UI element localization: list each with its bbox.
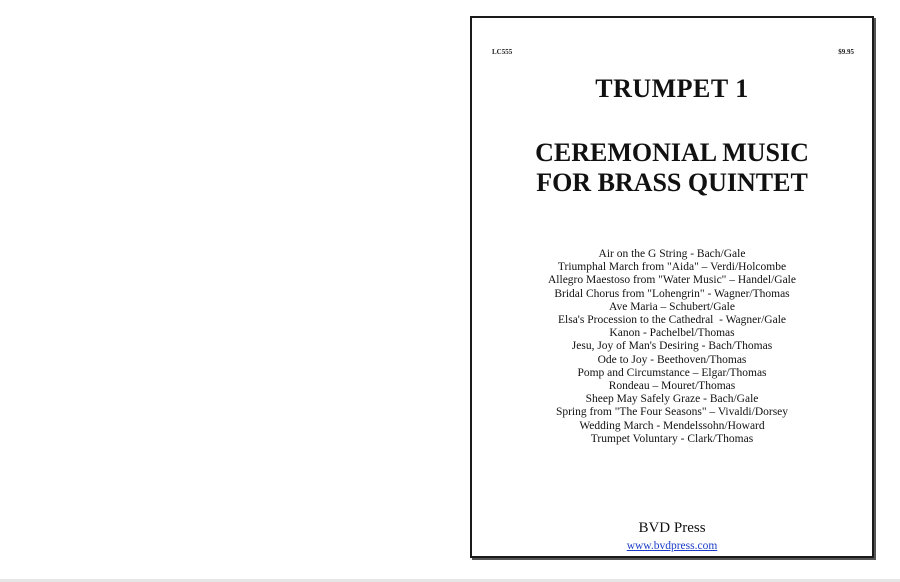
part-title: TRUMPET 1	[595, 74, 749, 103]
contents-item: Elsa's Procession to the Cathedral - Wagner/Gale	[558, 314, 786, 327]
contents-item: Wedding March - Mendelssohn/Howard	[579, 419, 765, 432]
contents-item: Allegro Maestoso from "Water Music" – Handel/Gale	[548, 274, 796, 287]
main-title	[472, 138, 872, 198]
sheet-music-cover	[470, 16, 874, 558]
contents-item: Spring from "The Four Seasons" – Vivaldi/Dorsey	[555, 406, 789, 419]
main-title-line-1: CEREMONIAL MUSIC	[535, 138, 809, 167]
contents-item: Ave Maria – Schubert/Gale	[609, 300, 735, 313]
contents-item: Bridal Chorus from "Lohengrin" - Wagner/Thomas	[554, 287, 790, 300]
contents-item: Jesu, Joy of Man's Desiring - Bach/Thomas	[571, 340, 773, 353]
contents-item: Kanon - Pachelbel/Thomas	[609, 327, 735, 340]
catalog-code: LC555	[492, 48, 513, 56]
price-label: $9.95	[838, 48, 854, 56]
contents-item: Sheep May Safely Graze - Bach/Gale	[585, 393, 759, 406]
contents-item: Rondeau – Mouret/Thomas	[608, 380, 736, 393]
contents-item: Ode to Joy - Beethoven/Thomas	[597, 353, 747, 366]
contents-item: Pomp and Circumstance – Elgar/Thomas	[577, 366, 767, 379]
main-title-line-2: FOR BRASS QUINTET	[536, 168, 808, 197]
contents-item: Trumpet Voluntary - Clark/Thomas	[590, 432, 754, 445]
publisher-name: BVD Press	[638, 520, 706, 536]
publisher-website-link[interactable]: www.bvdpress.com	[626, 540, 718, 552]
contents-item: Air on the G String - Bach/Gale	[598, 248, 746, 260]
contents-list	[472, 248, 872, 446]
contents-item: Triumphal March from "Aida" – Verdi/Holcombe	[557, 261, 787, 274]
